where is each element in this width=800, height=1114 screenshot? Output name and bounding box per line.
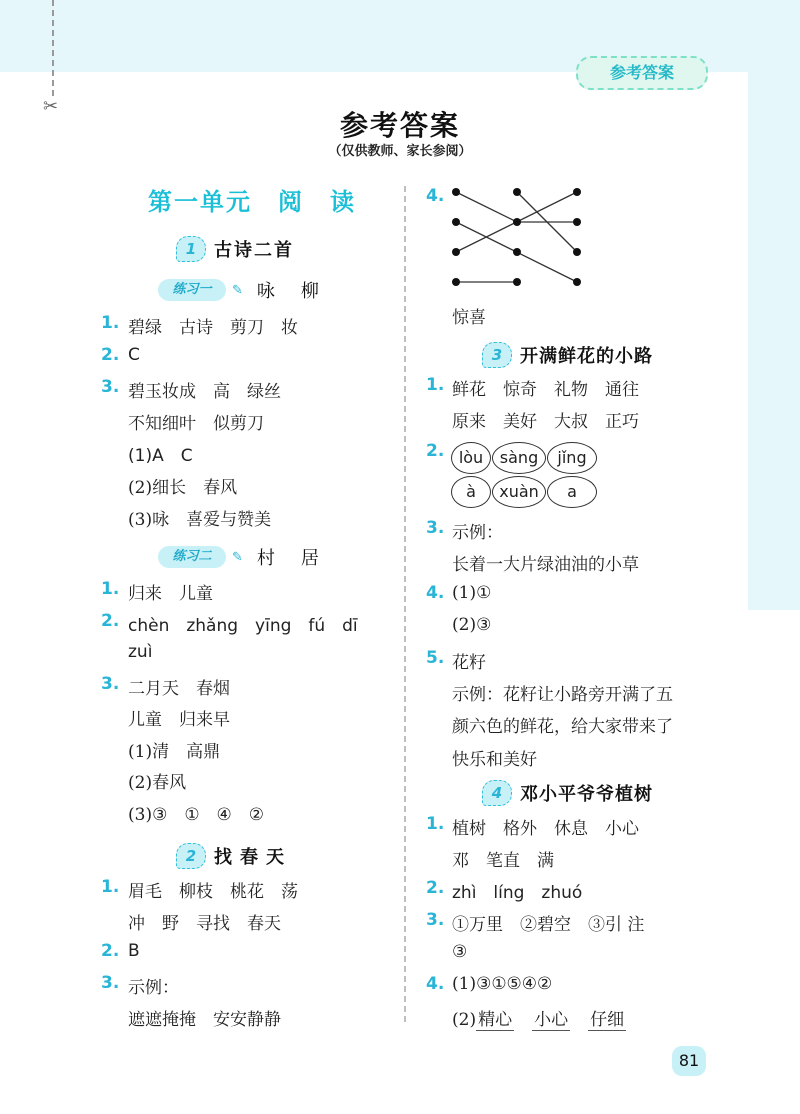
answer-text: 遮遮掩掩 安安静静 [128,1010,281,1030]
pinyin-oval: à [451,476,491,508]
answer-text: 花籽 [452,652,486,673]
match-dot [513,218,521,226]
section-title: 邓小平爷爷植树 [520,784,653,805]
answer-text: (3)③ ① ④ ② [128,804,265,825]
section-heading [482,342,653,368]
question-number: 3. [426,910,445,930]
section-number-badge: 4 [482,780,512,806]
section-heading [482,780,653,806]
answer-text: 示例：花籽让小路旁开满了五 [452,685,673,705]
section-number-badge: 3 [482,342,512,368]
answer-text: 不知细叶 似剪刀 [128,414,264,434]
answer-text: (2)细长 春风 [128,478,238,498]
answer-text: (3)咏 喜爱与赞美 [128,510,272,530]
question-number: 3. [101,377,120,397]
match-dot [452,218,460,226]
match-dot [452,278,460,286]
answer-text: zhì líng zhuó [452,883,583,903]
match-dot [452,248,460,256]
question-number: 3. [101,973,120,993]
underlined-word: 精心 [478,1010,513,1030]
answer-text: 鲜花 惊奇 礼物 通往 [452,380,639,400]
matching-diagram [446,186,586,296]
practice-heading [158,544,323,570]
answer-text: 冲 野 寻找 春天 [128,914,281,934]
match-line [456,192,517,222]
answer-text: ①万里 ②碧空 ③引 注 [452,915,645,935]
answer-text: 示例： [452,523,503,543]
answer-text [452,1005,644,1030]
page-number: 81 [672,1046,706,1076]
question-number: 2. [101,610,120,631]
question-number: 3. [426,518,445,538]
pinyin-oval: jǐng [547,442,597,474]
page-subtitle: （仅供教师、家长参阅） [328,144,472,159]
match-dot [452,188,460,196]
question-number: 1. [101,877,120,897]
answer-text: 惊喜 [452,308,486,328]
page-title: 参考答案 [339,109,460,142]
practice-title: 咏 柳 [256,281,323,302]
answer-text: 原来 美好 大叔 正巧 [452,412,639,432]
answer-text: 眉毛 柳枝 桃花 荡 [128,882,298,902]
underlined-word: 仔细 [590,1010,625,1030]
section-title: 开满鲜花的小路 [520,346,653,367]
pencil-icon: ✎ [232,282,243,298]
answer-text: 植树 格外 休息 小心 [452,819,639,839]
answer-text: 碧玉妆成 高 绿丝 [128,382,281,402]
answer-prefix: (2) [452,1010,477,1030]
question-number: 4. [426,186,445,206]
pinyin-oval: lòu [451,442,491,474]
question-number: 1. [426,814,445,834]
answer-text: 儿童 归来早 [128,710,230,730]
answer-text: (1)A C [128,446,193,466]
pinyin-oval: a [547,476,597,508]
section-number-badge: 2 [176,843,206,869]
answer-tab[interactable]: 参考答案 [576,56,708,90]
unit-title: 第一单元 阅 读 [148,188,356,216]
pinyin-oval: sàng [492,442,546,474]
practice-title: 村 居 [256,548,323,569]
question-number: 3. [101,673,120,694]
section-heading [176,843,292,869]
column-divider [404,186,406,1022]
match-dot [513,248,521,256]
question-number: 1. [101,313,120,333]
match-dot [573,248,581,256]
answer-text: ③ [452,942,468,962]
answer-text: C [128,345,140,365]
answer-text: 长着一大片绿油油的小草 [452,555,639,576]
question-number: 4. [426,974,445,994]
match-dot [573,188,581,196]
right-band [748,0,800,610]
question-number: 5. [426,647,445,668]
answer-text: 示例： [128,978,179,998]
scissors-icon: ✂ [43,96,59,117]
question-number: 1. [426,375,445,395]
answer-text: 邓 笔直 满 [452,851,554,871]
section-title: 古诗二首 [214,240,294,261]
practice-badge: 练习二 [158,546,226,568]
answer-text: 碧绿 古诗 剪刀 妆 [128,318,298,338]
match-dot [573,278,581,286]
match-dot [513,278,521,286]
question-number: 4. [426,582,445,603]
question-number: 1. [101,579,120,599]
cut-line [52,0,54,96]
pinyin-oval: xuàn [492,476,546,508]
match-dot [573,218,581,226]
answer-text: (1)清 高鼎 [128,741,221,762]
question-number: 2. [426,441,445,461]
practice-heading [158,277,323,303]
answer-text: 二月天 春烟 [128,678,230,699]
question-number: 2. [101,941,120,961]
answer-text: (1)① [452,582,492,603]
question-number: 2. [426,878,445,898]
answer-text: 快乐和美好 [452,749,537,770]
answer-text: 颜六色的鲜花，给大家带来了 [452,717,673,738]
match-dot [513,188,521,196]
answer-text: B [128,941,140,961]
answer-text: 归来 儿童 [128,584,213,604]
section-number-badge: 1 [176,236,206,262]
practice-badge: 练习一 [158,279,226,301]
answer-text: (1)③①⑤④② [452,974,553,994]
answer-text: (2)③ [452,615,492,636]
pencil-icon: ✎ [232,549,243,565]
answer-text: zuì [128,642,153,662]
answer-text: chèn zhǎng yīng fú dī [128,615,358,636]
underlined-word: 小心 [534,1010,569,1030]
section-title: 找春天 [214,847,292,868]
answer-text: (2)春风 [128,773,187,793]
question-number: 2. [101,345,120,365]
section-heading [176,236,294,262]
